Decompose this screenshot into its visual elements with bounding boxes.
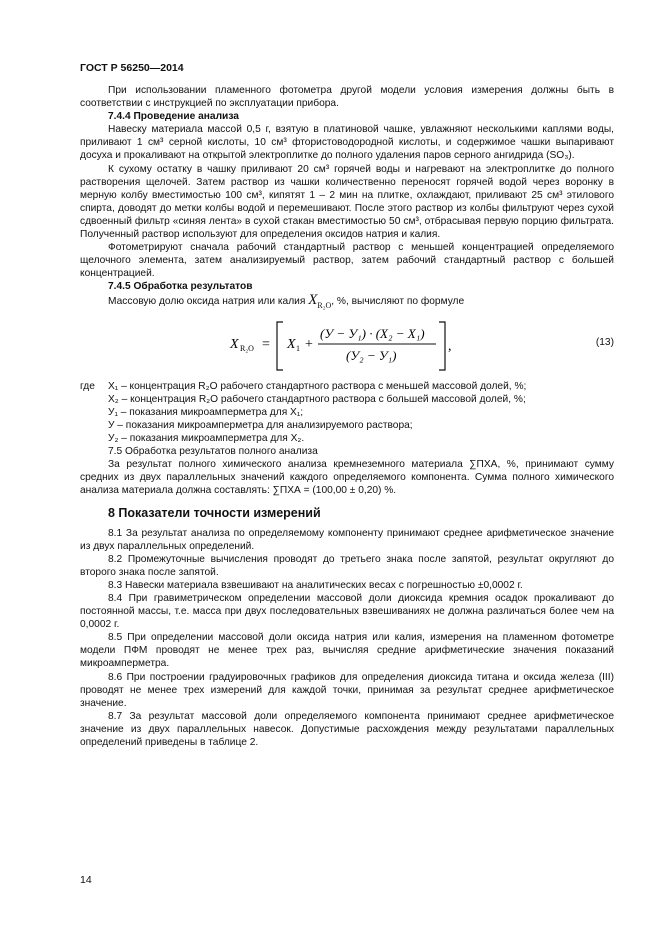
definition-item: У₁ – показания микроамперметра для X₁; <box>108 406 304 418</box>
formula-lhs-sub: R₂O <box>240 343 254 353</box>
section-745-title: 7.4.5 Обработка результатов <box>108 281 253 293</box>
formula-number: (13) <box>595 336 614 348</box>
formula-lead-after: , %, вычисляют по формуле <box>331 295 465 307</box>
section-744-paragraph-1: Навеску материала массой 0,5 г, взятую в платиновой чашке, увлажняют несколькими каплями воды, приливают 1 см³ серной кислоты, 10 см³ фтористоводородной кислоты, и содержимое чашки выпаривают досуха и прокаливают на открытой электроплитке до полного удаления паров серного ангидрида (SO₃). <box>80 124 614 162</box>
formula-lhs: X <box>230 336 239 352</box>
formula-bracket-left <box>277 322 283 370</box>
section-8-item: 8.3 Навески материала взвешивают на аналитических весах с погрешностью ±0,0002 г. <box>108 579 523 591</box>
section-8-item: 8.4 При гравиметрическом определении массовой доли диоксида кремния осадок прокаливают до постоянной массы, т.е. масса при двух последовательных взвешиваниях не должна различаться более чем на 0,0002 г. <box>80 593 614 631</box>
section-8-item: 8.6 При построении градуировочных графиков для определения диоксида титана и оксида железа (III) проводят не менее трех измерений для каждой точки, принимая за результат среднее арифметическое значение. <box>80 671 614 709</box>
formula-13 <box>80 314 614 376</box>
document-body <box>80 84 614 749</box>
definition-row <box>80 393 614 406</box>
formula-plus: + <box>305 336 313 352</box>
total-analysis-paragraph: За результат полного химического анализа кремнеземного материала ∑ПХА, %, принимают сумму средних из двух параллельных значений каждого определяемого компонента. Сумма полного химического анализа материала должна составлять: ∑ПХА = (100,00 ± 0,20) %. <box>80 459 614 497</box>
intro-paragraph: При использовании пламенного фотометра другой модели условия измерения должны быть в соответствии с инструкцией по эксплуатации прибора. <box>80 85 614 110</box>
formula-bracket-right <box>439 322 445 370</box>
formula-denominator: (У₂ − У₁) <box>346 347 397 363</box>
formula-x1-sub: 1 <box>296 343 300 353</box>
formula-x1: X <box>287 336 296 352</box>
section-8-item: 8.5 При определении массовой доли оксида натрия или калия, измерения на пламенном фотометре модели ПФМ проводят не менее трех раз, вычисляя средние арифметические значения показаний микроамперметра. <box>80 632 614 670</box>
formula-comma: , <box>448 338 452 354</box>
section-8-item: 8.1 За результат анализа по определяемому компоненту принимают среднее арифметическое значение из двух параллельных определений. <box>80 527 614 552</box>
definitions-list <box>80 380 614 459</box>
definition-item: У – показания микроамперметра для анализируемого раствора; <box>108 419 413 431</box>
definition-row <box>80 445 614 458</box>
section-8-title: 8 Показатели точности измерений <box>108 506 321 521</box>
definition-row <box>80 380 614 393</box>
definition-item: У₂ – показания микроамперметра для X₂. <box>108 432 305 444</box>
formula-lead-paragraph <box>80 291 614 310</box>
section-8-item: 8.2 Промежуточные вычисления проводят до третьего знака после запятой, результат округляют до второго знака после запятой. <box>80 553 614 578</box>
definition-item: X₁ – концентрация R₂O рабочего стандартного раствора с меньшей массовой долей, %; <box>108 380 527 392</box>
section-8-item: 8.7 За результат массовой доли определяемого компонента принимают среднее арифметическое значение из двух параллельных навесок. Допустимые расхождения между результатами параллельных определений приведены в таблице 2. <box>80 710 614 749</box>
definition-row <box>80 432 614 445</box>
formula-lead-before: Массовую долю оксида натрия или калия <box>108 295 306 307</box>
section-744-paragraph-2: К сухому остатку в чашку приливают 20 см³ горячей воды и нагревают на электроплитке до полного растворения щелочей. Затем раствор из чашки количественно переносят горячей водой через воронку в мерную колбу вместимостью 100 см³, кипятят 1 – 2 мин на плитке, охлаждают, приливают 25 см³ этилового спирта, доводят до метки колбы водой и перемешивают. После этого раствор из колбы фильтруют через сухой сдвоенный фильтр «синяя лента» в сухой стакан вместимостью 50 см³, отбрасывая первую порцию фильтрата. Полученный раствор используют для определения оксидов натрия и калия. <box>80 163 614 241</box>
subsection-75-title: 7.5 Обработка результатов полного анализа <box>108 446 318 458</box>
section-744-paragraph-3: Фотометрируют сначала рабочий стандартный раствор с меньшей концентрацией определяемого щелочного элемента, затем анализируемый раствор, затем рабочий стандартный раствор с большей концентрацией. <box>80 242 614 280</box>
definition-item: X₂ – концентрация R₂O рабочего стандартного раствора с большей массовой долей, %; <box>108 393 526 405</box>
page-number: 14 <box>80 874 92 886</box>
definition-row <box>80 419 614 432</box>
definition-row <box>80 406 614 419</box>
section-744-title: 7.4.4 Проведение анализа <box>108 111 239 123</box>
formula-numerator: (У − У₁) · (X₂ − X₁) <box>320 325 425 341</box>
formula-equals: = <box>262 336 270 352</box>
page-header-standard: ГОСТ Р 56250—2014 <box>80 62 184 74</box>
definitions-where: где <box>80 380 95 392</box>
formula-lead-symbol: $X_{R_2O}$ <box>308 291 332 310</box>
formula-graphic <box>80 314 600 376</box>
